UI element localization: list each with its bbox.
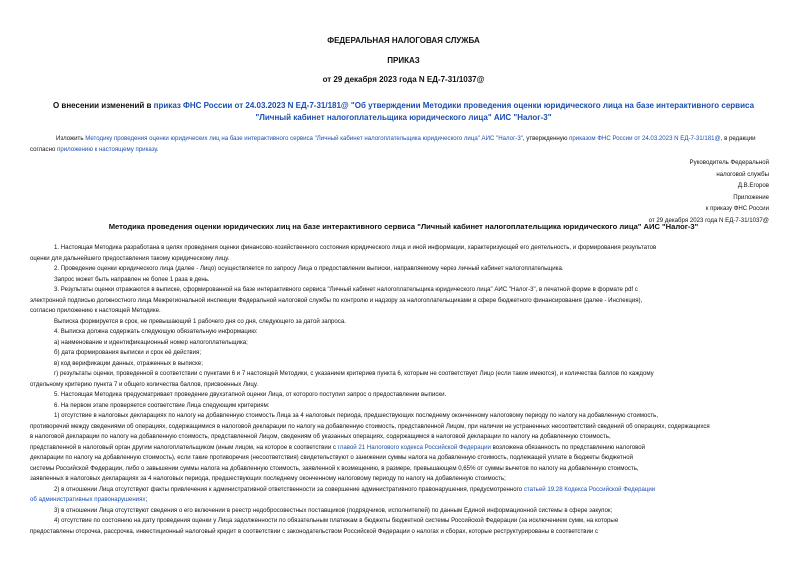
paragraph: согласно приложению к настоящей Методике. — [30, 307, 161, 314]
intro-text-2: , утвержденную — [522, 135, 570, 142]
koap-19-28-link[interactable]: статьей 19.28 Кодекса Российской Федерации — [523, 485, 656, 493]
criterion — [30, 443, 775, 454]
tax-code-chapter-21-link[interactable]: главой 21 Налогового кодекса Российской Федерации — [337, 443, 491, 451]
signature-line: налоговой службы — [716, 170, 769, 178]
list-item: б) дата формирования выписки и срок её действия; — [54, 349, 202, 356]
intro-paragraph — [30, 134, 775, 155]
criterion: 3) в отношении Лица отсутствуют сведения о его включении в реестр недобросовестных поставщиков (подрядчиков, исполнителей) по данным Единой информационной системы в сфере закупок; — [54, 506, 613, 514]
list-item: отдельному критерию пункта 7 и общего количества баллов, присвоенных Лицу. — [30, 380, 259, 388]
signature-line: Руководитель Федеральной — [689, 159, 769, 166]
criterion: системы Российской Федерации, либо о завышении суммы налога на добавленную стоимость, заявленной к возмещению, в размере, превышающем 0,65% от суммы вычетов по налогу на добавленную стоимость, — [30, 464, 639, 472]
criterion: предоставлены отсрочка, рассрочка, инвестиционный налоговый кредит в соответствии с законодательством Российской Федерации о налогах и сборах, которые реструктурированы в соответствии с — [30, 527, 599, 535]
criterion-text: 2) в отношении Лица отсутствуют факты привлечения к административной ответственности за совершение административного правонарушения, предусмотренного — [54, 485, 524, 493]
paragraph: Выписка формируется в срок, не превышающий 1 рабочего дня со дня, следующего за датой запроса. — [54, 317, 346, 325]
criterion-text: возложена обязанность по представлению налоговой — [490, 443, 646, 451]
list-item: а) наименование и идентификационный номер налогоплательщика; — [54, 338, 248, 346]
criterion: 4) отсутствие по состоянию на дату проведения оценки у Лица задолженности по обязательным платежам в бюджеты бюджетной системы Российской Федерации (за исключением сумм, на которые — [54, 517, 619, 524]
order-title — [50, 100, 757, 124]
intro-text-3: , в редакции согласно — [30, 135, 756, 153]
agency-heading: ФЕДЕРАЛЬНАЯ НАЛОГОВАЯ СЛУЖБА — [327, 36, 480, 45]
methodology-title: Методика проведения оценки юридических лиц на базе интерактивного сервиса "Личный кабинет налогоплательщика юридического лица" АИС "Налог-3" — [108, 222, 699, 231]
doc-date-number: от 29 декабря 2023 года N ЕД-7-31/1037@ — [322, 75, 485, 84]
intro-text-4: . — [156, 145, 159, 153]
doc-type-heading: ПРИКАЗ — [387, 56, 420, 65]
signature-line: Приложение — [733, 193, 769, 201]
paragraph: 1. Настоящая Методика разработана в целях проведения оценки финансово-хозяйственного состояния юридического лица и иной информации, характеризующей его деятельность, и формирования результатов — [54, 244, 657, 251]
appendix-link[interactable]: приложению к настоящему приказу — [57, 145, 157, 153]
signature-block — [509, 157, 769, 227]
order-181-link[interactable]: приказом ФНС России от 24.03.2023 N ЕД-7-31/181@ — [569, 135, 721, 142]
paragraph: Запрос может быть направлен не более 1 раза в день. — [54, 275, 210, 283]
methodology-body — [30, 243, 775, 537]
paragraph: 3. Результаты оценки отражаются в выписке, сформированной на базе интерактивного сервиса "Личный кабинет налогоплательщика юридического лица" АИС "Налог-3", в печатной форме в формате pdf с — [54, 286, 638, 293]
list-item: г) результаты оценки, проведенной в соответствии с пунктами 6 и 7 настоящей Методики, с указанием критериев пункта 6, которым не соответствует Лицо (если такие имеются), и количества баллов по каждому — [54, 370, 654, 377]
signature-line: Д.В.Егоров — [737, 182, 769, 190]
order-title-link[interactable]: приказ ФНС России от 24.03.2023 N ЕД-7-31/181@ "Об утверждении Методики проведения оценки юридического лица на базе интерактивного сервиса "Личный кабинет налогоплательщика юридического лица" АИС "Налог-3" — [153, 101, 755, 122]
paragraph: 6. На первом этапе проверяется соответствие Лица следующим критериям: — [54, 401, 270, 409]
paragraph: 5. Настоящая Методика предусматривает проведение двухэтапной оценки Лица, от которого поступил запрос о предоставлении выписки. — [54, 391, 447, 398]
paragraph: 4. Выписка должна содержать следующую обязательную информацию: — [54, 328, 258, 335]
criterion: заявленных в налоговых декларациях за 4 налоговых периода, предшествующих последнему оконченному налоговому периоду по налогу на добавленную стоимость; — [30, 475, 506, 482]
signature-line: от 29 декабря 2023 года N ЕД-7-31/1037@ — [648, 216, 769, 224]
criterion: 1) отсутствие в налоговых декларациях по налогу на добавленную стоимость Лица за 4 налоговых периода, предшествующих последнему оконченному налоговому периоду по налогу на добавленную стоимость, — [54, 412, 659, 419]
intro-text-1: Изложить — [56, 135, 86, 142]
paragraph: электронной подписью должностного лица Межрегиональной инспекции Федеральной налоговой службы по контролю и надзору за налогоплательщиками в сфере бюджетного финансирования (далее - Инспекция), — [30, 296, 643, 304]
order-title-prefix: О внесении изменений в — [52, 101, 154, 110]
criterion: в налоговой декларации по налогу на добавленную стоимость, представленной Лицом, сведениям об указанных операциях, содержащимся в налоговой декларации по налогу на добавленную стоимость, — [30, 433, 611, 440]
koap-19-28-link-cont[interactable]: об административных правонарушениях — [30, 496, 146, 503]
criterion-text: представленной в налоговый орган другим налогоплательщиком (иным лицом, на которое в соответствии с — [30, 443, 338, 451]
signature-line: к приказу ФНС России — [705, 205, 769, 213]
list-item: в) код верификации данных, отраженных в выписке; — [54, 359, 203, 367]
criterion: противоречий между сведениями об операциях, содержащимися в налоговой декларации по налогу на добавленную стоимость, представленной Лицом, при наличии не устраненных несоответствий сведений об операциях, содержащихся — [30, 422, 710, 430]
criterion — [30, 485, 775, 496]
paragraph: оценки для дальнейшего предоставления такому юридическому лицу. — [30, 254, 230, 262]
criterion — [30, 495, 775, 506]
criterion-text: ; — [145, 496, 148, 503]
criterion: декларации по налогу на добавленную стоимость), если такие противоречия (несоответствия) свидетельствуют о занижении суммы налога на добавленную стоимость, подлежащей уплате в бюджеты бюджетной — [30, 454, 633, 461]
methodology-link[interactable]: Методику проведения оценки юридических лиц на базе интерактивного сервиса "Личный кабинет налогоплательщика юридического лица" АИС "Налог-3" — [85, 135, 523, 142]
paragraph: 2. Проведение оценки юридического лица (далее - Лицо) осуществляется по запросу Лица о предоставлении выписки, направляемому через личный кабинет налогоплательщика. — [54, 265, 564, 272]
